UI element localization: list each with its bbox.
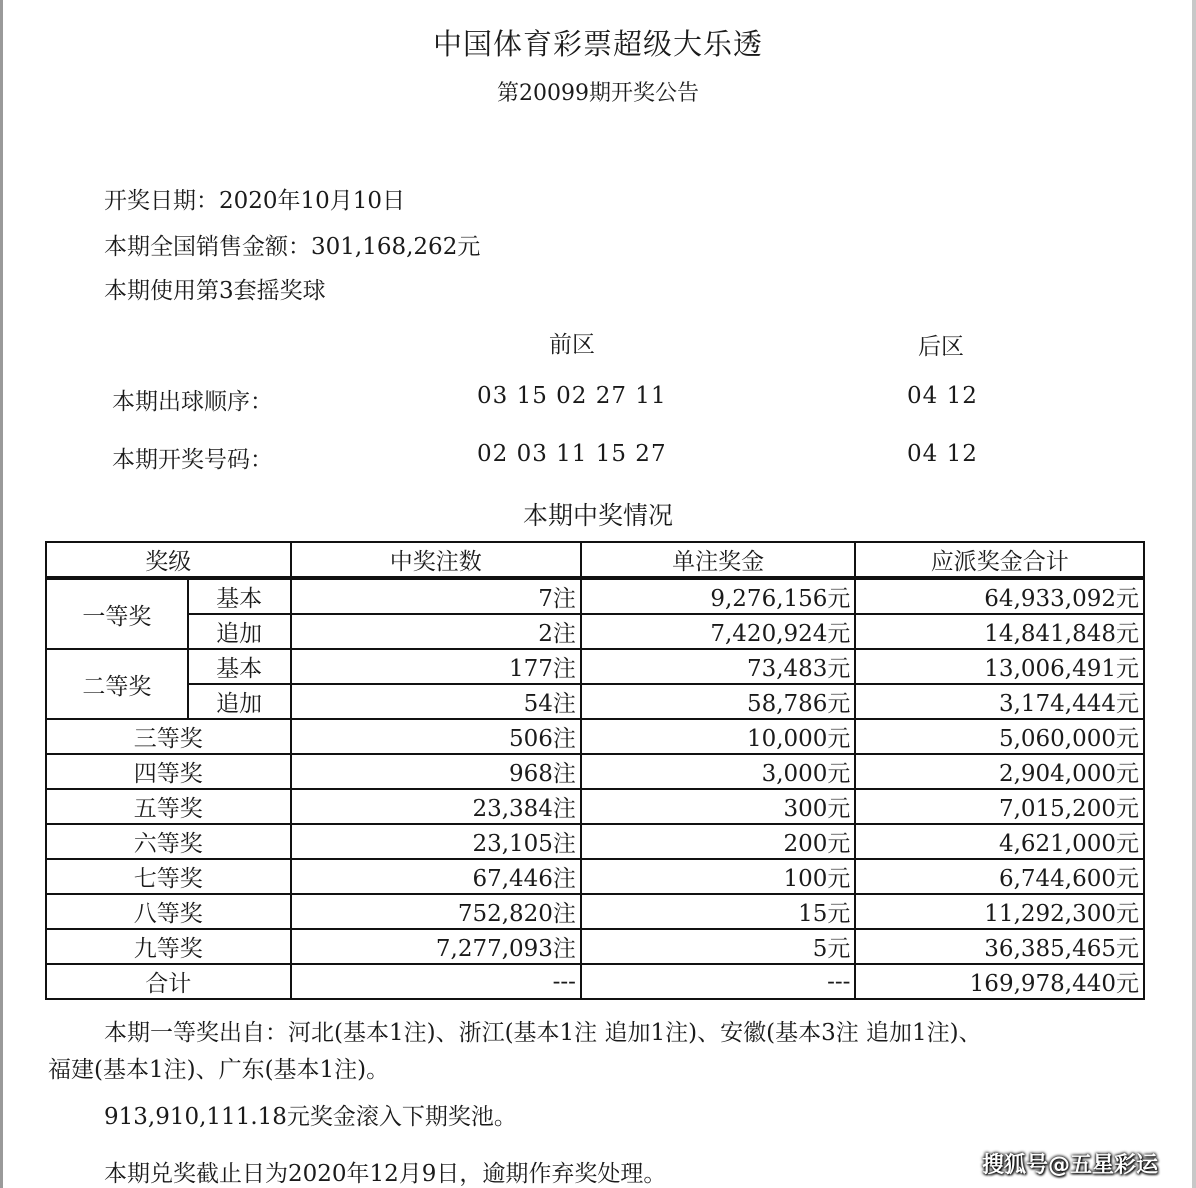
- right-border: [1192, 0, 1196, 1188]
- total-cell: 6,744,600元: [855, 859, 1144, 894]
- table-row-sum: [46, 964, 1144, 999]
- table-row: [46, 614, 1144, 649]
- count-cell: 23,384注: [291, 789, 581, 824]
- prize-cell: 10,000元: [581, 719, 855, 754]
- table-row: [46, 754, 1144, 789]
- level-cell: 九等奖: [46, 929, 291, 964]
- count-cell: 23,105注: [291, 824, 581, 859]
- prize-table: [45, 541, 1145, 1000]
- prize-cell: 3,000元: [581, 754, 855, 789]
- count-cell: 177注: [291, 649, 581, 684]
- level-cell: 七等奖: [46, 859, 291, 894]
- total-cell: 5,060,000元: [855, 719, 1144, 754]
- order-back-numbers: 04 12: [907, 383, 978, 409]
- table-row: [46, 719, 1144, 754]
- level-cell: 一等奖: [46, 578, 188, 649]
- page-title: 中国体育彩票超级大乐透: [432, 27, 763, 61]
- header-level: 奖级: [46, 542, 291, 578]
- count-cell: 968注: [291, 754, 581, 789]
- total-cell: 14,841,848元: [855, 614, 1144, 649]
- prize-cell: ---: [581, 964, 855, 999]
- total-cell: 4,621,000元: [855, 824, 1144, 859]
- prize-cell: 300元: [581, 789, 855, 824]
- section-title: 本期中奖情况: [522, 501, 673, 530]
- back-zone-label: 后区: [918, 334, 964, 360]
- prize-cell: 5元: [581, 929, 855, 964]
- ball-set: 本期使用第3套摇奖球: [104, 278, 326, 304]
- total-cell: 64,933,092元: [855, 578, 1144, 614]
- type-cell: 追加: [188, 614, 291, 649]
- total-cell: 36,385,465元: [855, 929, 1144, 964]
- claim-deadline: 本期兑奖截止日为2020年12月9日，逾期作弃奖处理。: [104, 1161, 667, 1187]
- type-cell: 追加: [188, 684, 291, 719]
- total-cell: 13,006,491元: [855, 649, 1144, 684]
- prize-cell: 200元: [581, 824, 855, 859]
- level-cell: 四等奖: [46, 754, 291, 789]
- count-cell: ---: [291, 964, 581, 999]
- table-row: [46, 894, 1144, 929]
- total-cell: 11,292,300元: [855, 894, 1144, 929]
- prize-cell: 15元: [581, 894, 855, 929]
- table-row: [46, 649, 1144, 684]
- header-prize: 单注奖金: [581, 542, 855, 578]
- table-row: [46, 578, 1144, 614]
- count-cell: 2注: [291, 614, 581, 649]
- watermark: 搜狐号@五星彩运: [982, 1153, 1159, 1178]
- draw-date: 开奖日期：2020年10月10日: [104, 188, 406, 214]
- prize-cell: 58,786元: [581, 684, 855, 719]
- level-cell: 二等奖: [46, 649, 188, 719]
- issue-subtitle: 第20099期开奖公告: [497, 81, 699, 106]
- table-header-row: [46, 542, 1144, 578]
- total-cell: 7,015,200元: [855, 789, 1144, 824]
- table-row: [46, 859, 1144, 894]
- table-row: [46, 789, 1144, 824]
- total-cell: 3,174,444元: [855, 684, 1144, 719]
- winners-line-1: 本期一等奖出自：河北(基本1注)、浙江(基本1注 追加1注)、安徽(基本3注 追加1注)、: [104, 1020, 982, 1046]
- order-front-numbers: 03 15 02 27 11: [477, 383, 667, 409]
- result-front-numbers: 02 03 11 15 27: [477, 441, 667, 467]
- level-cell: 三等奖: [46, 719, 291, 754]
- table-row: [46, 824, 1144, 859]
- left-border: [0, 0, 3, 1188]
- total-cell: 2,904,000元: [855, 754, 1144, 789]
- prize-cell: 7,420,924元: [581, 614, 855, 649]
- level-cell: 合计: [46, 964, 291, 999]
- header-total: 应派奖金合计: [855, 542, 1144, 578]
- winners-line-2: 福建(基本1注)、广东(基本1注)。: [48, 1057, 390, 1083]
- order-label: 本期出球顺序：: [112, 389, 273, 415]
- count-cell: 54注: [291, 684, 581, 719]
- count-cell: 7注: [291, 578, 581, 614]
- table-row: [46, 684, 1144, 719]
- table-row: [46, 929, 1144, 964]
- type-cell: 基本: [188, 649, 291, 684]
- prize-cell: 100元: [581, 859, 855, 894]
- count-cell: 752,820注: [291, 894, 581, 929]
- type-cell: 基本: [188, 578, 291, 614]
- count-cell: 506注: [291, 719, 581, 754]
- sales-amount: 本期全国销售金额：301,168,262元: [104, 234, 481, 260]
- pool-rollover: 913,910,111.18元奖金滚入下期奖池。: [104, 1104, 517, 1130]
- header-count: 中奖注数: [291, 542, 581, 578]
- count-cell: 67,446注: [291, 859, 581, 894]
- total-cell: 169,978,440元: [855, 964, 1144, 999]
- level-cell: 五等奖: [46, 789, 291, 824]
- front-zone-label: 前区: [549, 332, 595, 358]
- result-back-numbers: 04 12: [907, 441, 978, 467]
- prize-cell: 9,276,156元: [581, 578, 855, 614]
- prize-cell: 73,483元: [581, 649, 855, 684]
- result-label: 本期开奖号码：: [112, 447, 273, 473]
- count-cell: 7,277,093注: [291, 929, 581, 964]
- level-cell: 六等奖: [46, 824, 291, 859]
- level-cell: 八等奖: [46, 894, 291, 929]
